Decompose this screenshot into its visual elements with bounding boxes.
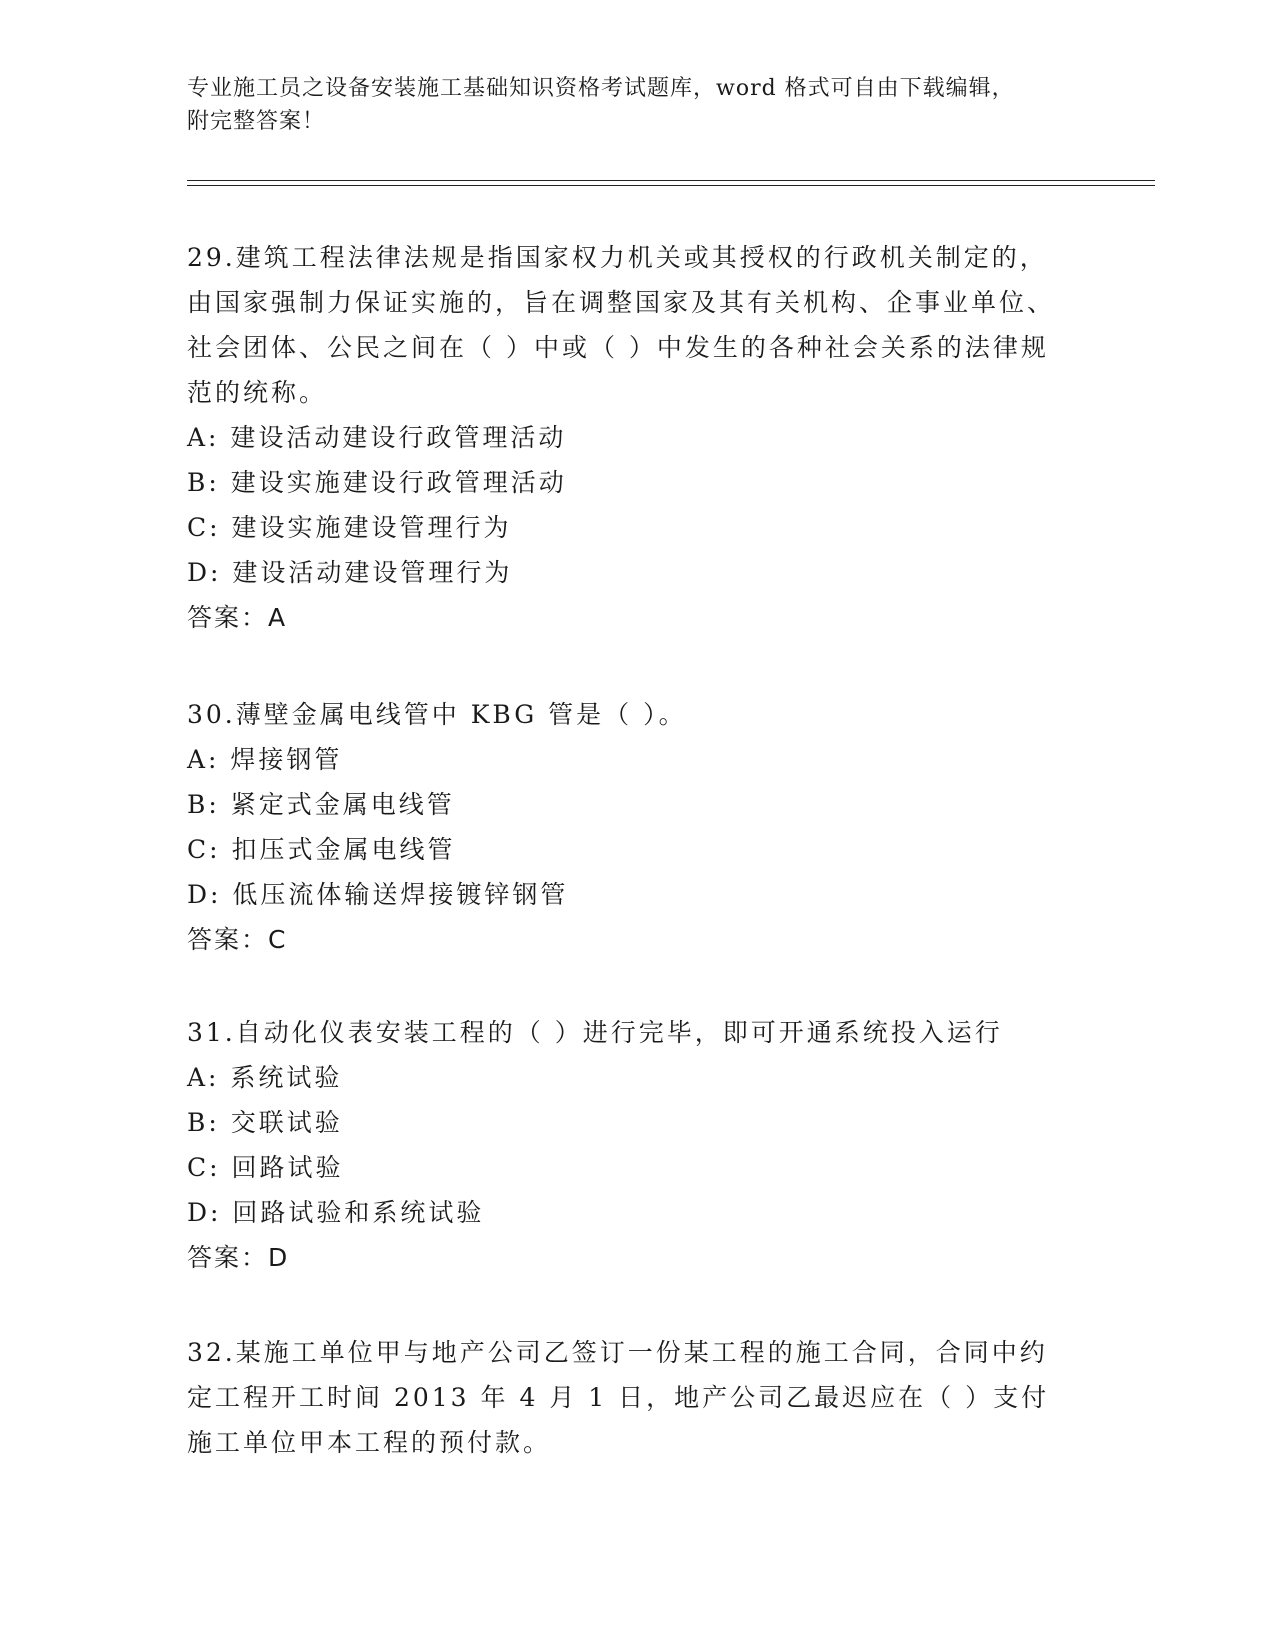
option-c: C: 回路试验 [187,1153,344,1182]
question-stem: 32.某施工单位甲与地产公司乙签订一份某工程的施工合同，合同中约定工程开工时间 2013 年 4 月 1 日，地产公司乙最迟应在（ ）支付施工单位甲本工程的预付款。 [187,1338,1050,1457]
option-a: A: 建设活动建设行政管理活动 [187,423,567,452]
answer: 答案：D [187,1243,290,1272]
option-b: B: 交联试验 [187,1108,343,1137]
option-b: B: 紧定式金属电线管 [187,790,455,819]
question-stem: 30.薄壁金属电线管中 KBG 管是（ ）。 [187,700,687,729]
answer: 答案：C [187,925,288,954]
question-stem: 29.建筑工程法律法规是指国家权力机关或其授权的行政机关制定的，由国家强制力保证实施的，旨在调整国家及其有关机构、企事业单位、社会团体、公民之间在（ ）中或（ ）中发生的各种社会关系的法律规范的统称。 [187,243,1056,407]
option-d: D: 建设活动建设管理行为 [187,558,513,587]
answer: 答案：A [187,603,288,632]
document-header [187,72,1087,138]
option-d: D: 回路试验和系统试验 [187,1198,485,1227]
header-line-2: 附完整答案！ [187,109,326,134]
option-a: A: 系统试验 [187,1063,343,1092]
question-29 [187,235,1067,640]
question-31 [187,1010,1067,1280]
option-c: C: 扣压式金属电线管 [187,835,456,864]
header-line-1: 专业施工员之设备安装施工基础知识资格考试题库，word 格式可自由下载编辑， [187,76,1015,101]
header-divider-bottom [187,185,1155,186]
option-b: B: 建设实施建设行政管理活动 [187,468,567,497]
option-d: D: 低压流体输送焊接镀锌钢管 [187,880,569,909]
question-30 [187,692,1067,962]
option-c: C: 建设实施建设管理行为 [187,513,512,542]
question-stem: 31.自动化仪表安装工程的（ ）进行完毕，即可开通系统投入运行 [187,1018,1003,1047]
header-divider-top [187,180,1155,181]
question-32 [187,1330,1067,1465]
option-a: A: 焊接钢管 [187,745,343,774]
